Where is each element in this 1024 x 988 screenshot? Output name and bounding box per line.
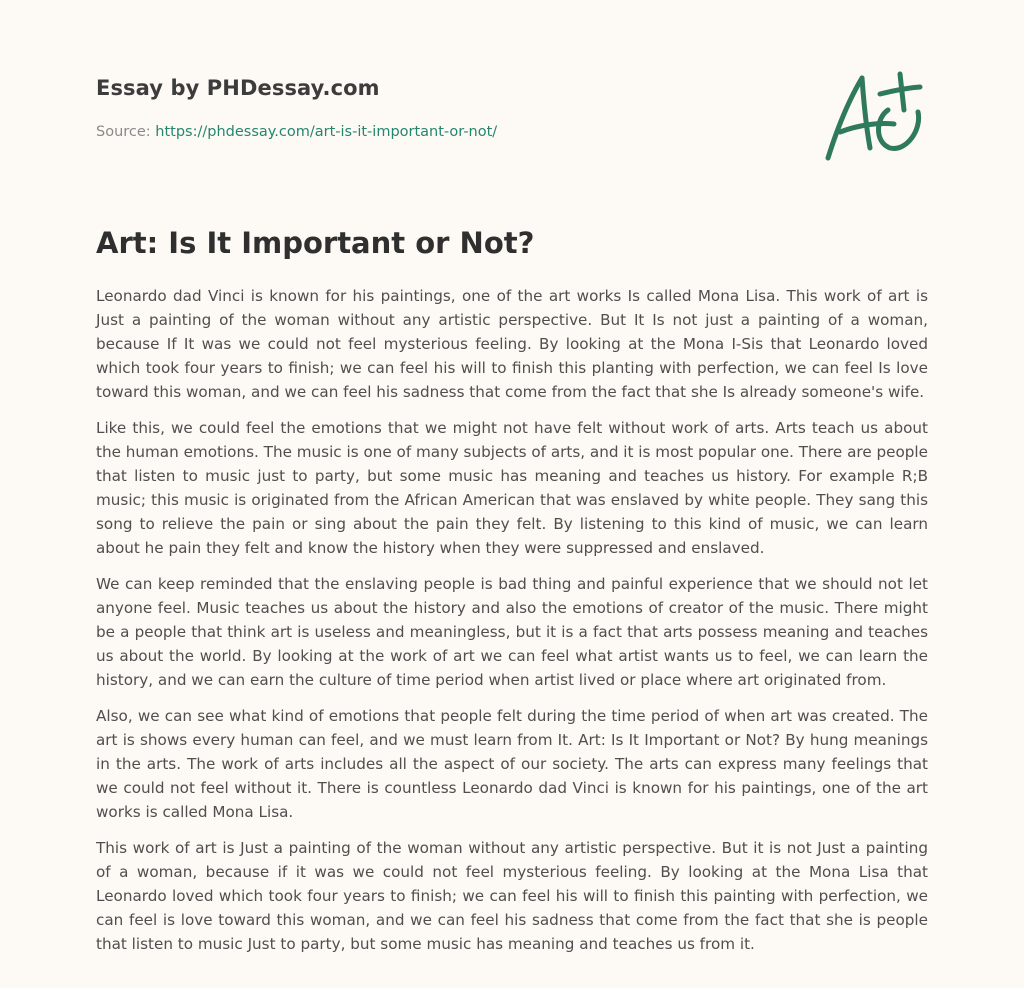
essay-paragraph: Also, we can see what kind of emotions that people felt during the time period of when art was created. The art is shows every human can feel, and we must learn from It. Art: Is It Important or Not? By hung meanings in the arts. The work of arts includes all the aspect of our society. The arts can express many feelings that we could not feel without it. There is countless Leonardo dad Vinci is known for his paintings, one of the art works is called Mona Lisa. (96, 707, 928, 821)
site-brand: Essay by PHDessay.com (96, 76, 380, 100)
source-link[interactable]: https://phdessay.com/art-is-it-important-or-not/ (155, 124, 498, 140)
source-line (96, 124, 497, 140)
essay-title: Art: Is It Important or Not? (96, 226, 535, 260)
essay-paragraph: This work of art is Just a painting of the woman without any artistic perspective. But it is not Just a painting of a woman, because if it was we could not feel mysterious feeling. By looking at the Mona Lisa that Leonardo loved which took four years to finish; we can feel his will to finish this painting with perfection, we can feel is love toward this woman, and we can feel his sadness that come from the fact that she is people that listen to music Just to party, but some music has meaning and teaches us from it. (96, 839, 928, 953)
logo-swirl (879, 110, 919, 148)
source-label: Source: (96, 124, 156, 140)
a-plus-logo-icon (818, 66, 930, 166)
logo-a-right-stroke (862, 78, 870, 148)
essay-paragraph: Like this, we could feel the emotions that we might not have felt without work of arts. Arts teach us about the human emotions. The music is one of many subjects of arts, and it is most popular one. There are people that listen to music just to party, but some music has meaning and teaches us history. For example R;B music; this music is originated from the African American that was enslaved by white people. They sang this song to relieve the pain or sing about the pain they felt. By listening to this kind of music, we can learn about he pain they felt and know the history when they were suppressed and enslaved. (96, 419, 928, 557)
logo-a-left-stroke (828, 78, 862, 158)
essay-paragraph: Leonardo dad Vinci is known for his paintings, one of the art works Is called Mona Lisa. This work of art is Just a painting of the woman without any artistic perspective. But It Is not just a painting of a woman, because If It was we could not feel mysterious feeling. By looking at the Mona I-Sis that Leonardo loved which took four years to finish; we can feel his will to finish this planting with perfection, we can feel Is love toward this woman, and we can feel his sadness that come from the fact that she Is already someone's wife. (96, 287, 928, 401)
essay-paragraph: We can keep reminded that the enslaving people is bad thing and painful experience that we should not let anyone feel. Music teaches us about the history and also the emotions of creator of the music. There might be a people that think art is useless and meaningless, but it is a fact that arts possess meaning and teaches us about the world. By looking at the work of art we can feel what artist wants us to feel, we can learn the history, and we can earn the culture of time period when artist lived or place where art originated from. (96, 575, 928, 689)
essay-body (96, 284, 928, 968)
